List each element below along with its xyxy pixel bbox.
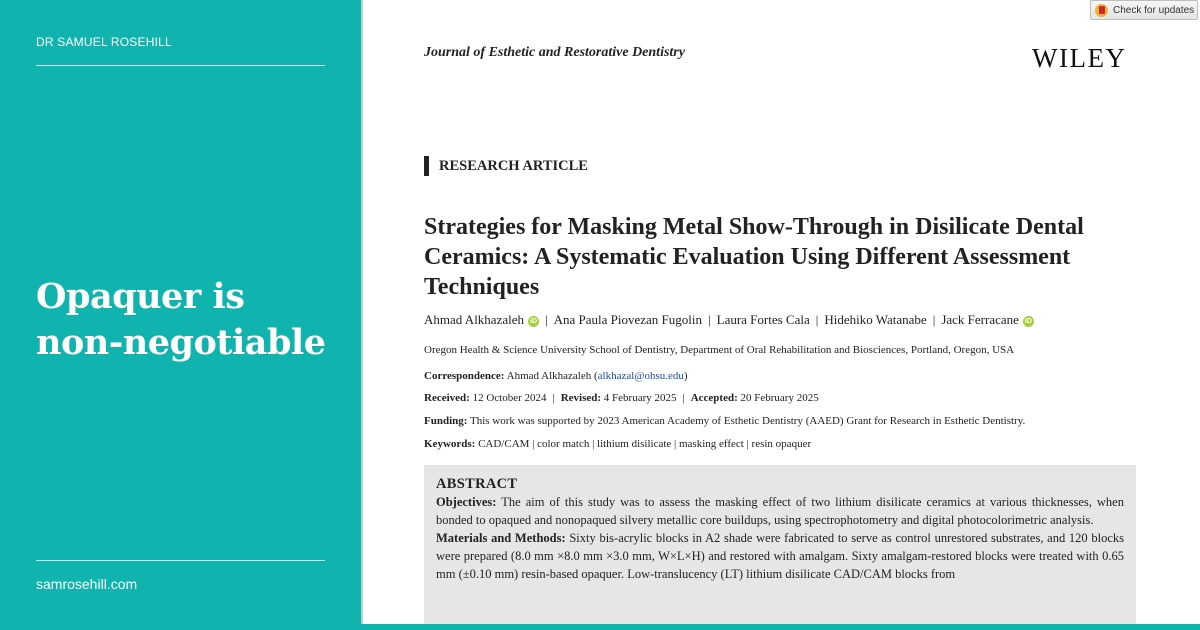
correspondence-label: Correspondence: (424, 370, 505, 382)
methods-label: Materials and Methods: (436, 531, 566, 545)
orcid-icon[interactable]: iD (1024, 318, 1032, 325)
objectives-text: The aim of this study was to assess the masking effect of two lithium disilicate ceramics at various thicknesses, when bonded to opaqued and nonopaqued silvery metallic core buildups, using spectrophotometry and digital photocolorimetric analysis. (436, 495, 1124, 527)
abstract-objectives (436, 493, 1124, 529)
methods-text: Sixty bis-acrylic blocks in A2 shade were fabricated to serve as control unrestored substrates, and 120 blocks were prepared (8.0 mm ×8.0 mm ×3.0 mm, W×L×H) and restored with amalgam. Sixty amalgam-restored blocks were treated with 0.65 mm (±0.10 mm) resin-based opaquer. Low-translucency (LT) lithium disilicate CAD/CAM blocks from (436, 531, 1125, 581)
article-type: RESEARCH ARTICLE (424, 156, 588, 176)
accepted-label: Accepted: (690, 392, 738, 404)
bottom-divider (36, 560, 325, 561)
keywords (424, 438, 1144, 450)
bottom-accent-bar (0, 624, 1200, 630)
author-name[interactable]: Jack Ferracane (941, 312, 1019, 327)
site-url-link[interactable]: samrosehill.com (36, 576, 138, 592)
funding-text: This work was supported by 2023 American Academy of Esthetic Dentistry (AAED) Grant for Research in Esthetic Dentistry. (469, 415, 1026, 427)
separator: | (708, 312, 711, 327)
correspondence-email-link[interactable]: alkhazal@ohsu.edu (597, 370, 684, 382)
check-for-updates-button[interactable] (1090, 0, 1198, 20)
author-name[interactable]: Ahmad Alkhazaleh (424, 312, 524, 327)
journal-name: Journal of Esthetic and Restorative Dentistry (424, 45, 685, 60)
check-for-updates-label: Check for updates (1113, 4, 1195, 16)
separator: | (815, 312, 819, 327)
article-title: Strategies for Masking Metal Show-Through in Disilicate Dental Ceramics: A Systematic Evaluation Using Different Assessment Techniques (424, 214, 1084, 300)
objectives-label: Objectives: (436, 495, 497, 509)
abstract-heading: ABSTRACT (436, 476, 518, 492)
headline: Opaquer is non-negotiable (36, 276, 326, 363)
separator: | (545, 312, 548, 327)
revised-date: 4 February 2025 (603, 392, 677, 404)
funding (424, 415, 1144, 427)
keywords-label: Keywords: (424, 438, 476, 450)
left-panel (0, 0, 361, 630)
separator: | (552, 392, 555, 404)
abstract-methods (436, 529, 1124, 583)
check-for-updates-icon (1095, 4, 1108, 17)
correspondence: Correspondence: Ahmad Alkhazaleh (alkhazal@ohsu.edu) (424, 370, 688, 382)
correspondence-name: Ahmad Alkhazaleh (506, 370, 592, 382)
accepted-date: 20 February 2025 (740, 392, 819, 404)
separator: | (682, 392, 685, 404)
received-label: Received: (424, 392, 470, 404)
funding-label: Funding: (424, 415, 468, 427)
keywords-text: CAD/CAM | color match | lithium disilicate | masking effect | resin opaquer (478, 438, 812, 450)
top-divider (36, 65, 325, 66)
author-name[interactable]: Hidehiko Watanabe (824, 312, 927, 327)
author-name[interactable]: Ana Paula Piovezan Fugolin (553, 312, 703, 327)
author-list (424, 312, 1144, 328)
revised-label: Revised: (560, 392, 602, 404)
author-name: DR SAMUEL ROSEHILL (36, 35, 172, 49)
publisher-logo: WILEY (1032, 43, 1127, 73)
separator: | (932, 312, 936, 327)
received-date: 12 October 2024 (472, 392, 547, 404)
author-name[interactable]: Laura Fortes Cala (716, 312, 810, 327)
orcid-icon[interactable]: iD (530, 318, 537, 325)
article-dates (424, 392, 1144, 404)
abstract-box (424, 465, 1136, 624)
affiliation: Oregon Health & Science University School of Dentistry, Department of Oral Rehabilitation and Biosciences, Portland, Oregon, USA (424, 344, 1015, 356)
